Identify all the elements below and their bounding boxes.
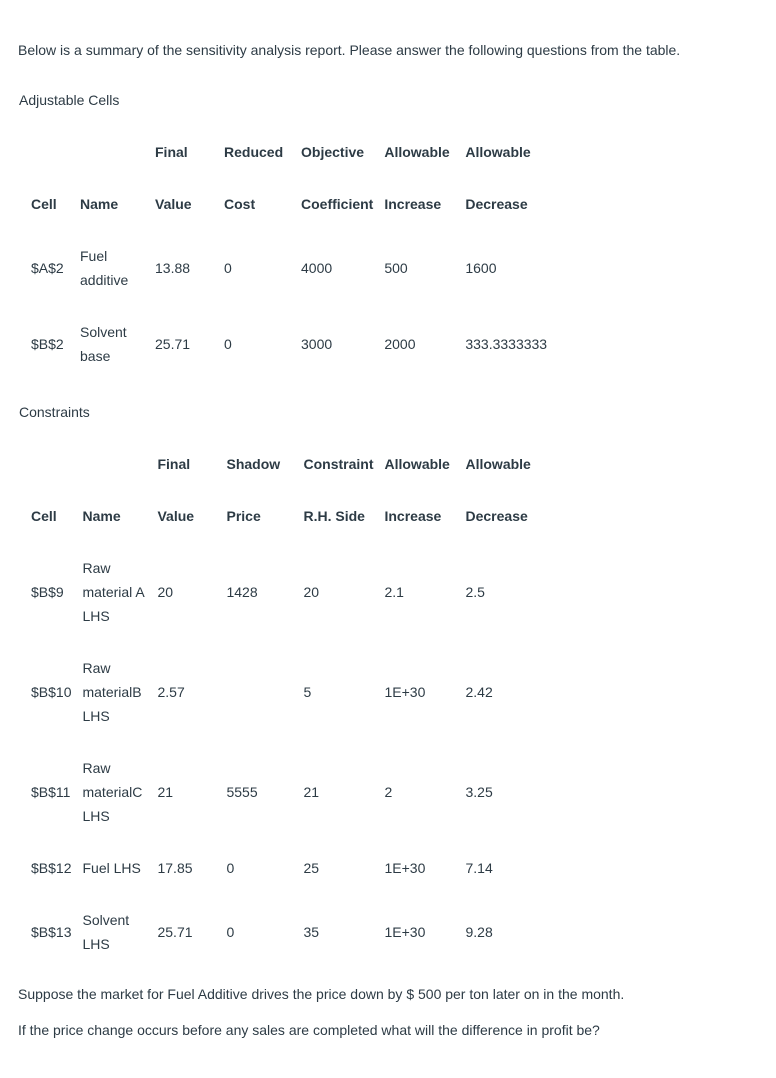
table-row <box>24 542 565 642</box>
shadow-price <box>219 642 296 742</box>
header-cell: Name <box>80 196 119 212</box>
constraints-heading: Constraints <box>19 404 90 420</box>
final-value: 25.71 <box>157 924 193 940</box>
header-cell: Final <box>155 144 188 160</box>
constraint-rhs: 20 <box>303 584 320 600</box>
reduced-cost: 0 <box>224 336 232 352</box>
allowable-decrease: 2.42 <box>465 684 493 700</box>
final-value: 25.71 <box>155 336 191 352</box>
table-row <box>24 742 565 842</box>
header-cell: Reduced <box>224 144 284 160</box>
table-header-row <box>24 126 565 178</box>
table-row <box>24 230 565 306</box>
cell-ref: $A$2 <box>31 260 64 276</box>
header-cell: Decrease <box>465 196 528 212</box>
allowable-decrease: 3.25 <box>465 784 493 800</box>
objective-coef: 4000 <box>301 260 333 276</box>
cell-name: Fuel additive <box>80 248 129 288</box>
header-cell: Allowable <box>465 144 531 160</box>
table-row <box>24 894 565 970</box>
allowable-decrease: 333.3333333 <box>465 336 548 352</box>
cell-name: Fuel LHS <box>82 860 141 876</box>
allowable-increase: 2 <box>384 784 393 800</box>
header-cell: Cell <box>31 196 57 212</box>
cell-ref: $B$10 <box>31 684 72 700</box>
allowable-decrease: 2.5 <box>465 584 485 600</box>
intro-text: Below is a summary of the sensitivity analysis report. Please answer the following questions from the table. <box>18 42 681 58</box>
cell-name: Raw materialC LHS <box>82 760 143 824</box>
header-cell: Increase <box>384 508 442 524</box>
allowable-increase: 1E+30 <box>384 924 426 940</box>
table-header-row <box>24 178 565 230</box>
shadow-price: 0 <box>226 924 235 940</box>
cell-ref: $B$13 <box>31 924 72 940</box>
header-cell: Increase <box>384 196 442 212</box>
reduced-cost: 0 <box>224 260 232 276</box>
question-text-1: Suppose the market for Fuel Additive drives the price down by $ 500 per ton later on in the month. <box>18 986 625 1002</box>
constraints-table <box>24 438 565 970</box>
header-cell: Price <box>226 508 261 524</box>
cell-name: Raw material A LHS <box>82 560 144 624</box>
shadow-price: 5555 <box>226 784 258 800</box>
shadow-price: 1428 <box>226 584 258 600</box>
header-cell: Shadow <box>226 456 281 472</box>
question-text-2: If the price change occurs before any sales are completed what will the difference in profit be? <box>18 1022 600 1038</box>
header-cell: Allowable <box>384 456 450 472</box>
objective-coef: 3000 <box>301 336 333 352</box>
allowable-increase: 500 <box>384 260 408 276</box>
allowable-decrease: 9.28 <box>465 924 493 940</box>
header-cell: Cell <box>31 508 57 524</box>
allowable-decrease: 1600 <box>465 260 497 276</box>
cell-ref: $B$12 <box>31 860 72 876</box>
cell-name: Raw materialB LHS <box>82 660 142 724</box>
final-value: 13.88 <box>155 260 191 276</box>
header-cell: Decrease <box>465 508 528 524</box>
header-cell: Allowable <box>384 144 450 160</box>
cell-ref: $B$9 <box>31 584 64 600</box>
allowable-increase: 2.1 <box>384 584 404 600</box>
header-cell: Allowable <box>465 456 531 472</box>
header-cell <box>24 126 73 178</box>
shadow-price: 0 <box>226 860 235 876</box>
header-cell <box>73 126 148 178</box>
header-cell: Value <box>157 508 195 524</box>
allowable-increase: 2000 <box>384 336 416 352</box>
cell-name: Solvent LHS <box>82 912 130 952</box>
table-row <box>24 642 565 742</box>
header-cell: Final <box>157 456 191 472</box>
table-header-row <box>24 490 565 542</box>
header-cell: R.H. Side <box>303 508 365 524</box>
allowable-decrease: 7.14 <box>465 860 493 876</box>
cell-ref: $B$2 <box>31 336 64 352</box>
header-cell <box>75 438 150 490</box>
header-cell: Constraint <box>303 456 374 472</box>
constraint-rhs: 5 <box>303 684 312 700</box>
final-value: 17.85 <box>157 860 193 876</box>
header-cell: Name <box>82 508 121 524</box>
cell-ref: $B$11 <box>31 784 71 800</box>
header-cell: Objective <box>301 144 365 160</box>
allowable-increase: 1E+30 <box>384 684 426 700</box>
header-cell <box>24 438 75 490</box>
table-row <box>24 842 565 894</box>
constraint-rhs: 21 <box>303 784 320 800</box>
allowable-increase: 1E+30 <box>384 860 426 876</box>
adjustable-cells-heading: Adjustable Cells <box>19 92 120 108</box>
cell-name: Solvent base <box>80 324 127 364</box>
header-cell: Cost <box>224 196 256 212</box>
header-cell: Coefficient <box>301 196 374 212</box>
header-cell: Value <box>155 196 192 212</box>
constraint-rhs: 35 <box>303 924 320 940</box>
adjustable-cells-table <box>24 126 565 382</box>
table-header-row <box>24 438 565 490</box>
final-value: 21 <box>157 784 174 800</box>
table-row <box>24 306 565 382</box>
constraint-rhs: 25 <box>303 860 320 876</box>
final-value: 20 <box>157 584 174 600</box>
final-value: 2.57 <box>157 684 185 700</box>
